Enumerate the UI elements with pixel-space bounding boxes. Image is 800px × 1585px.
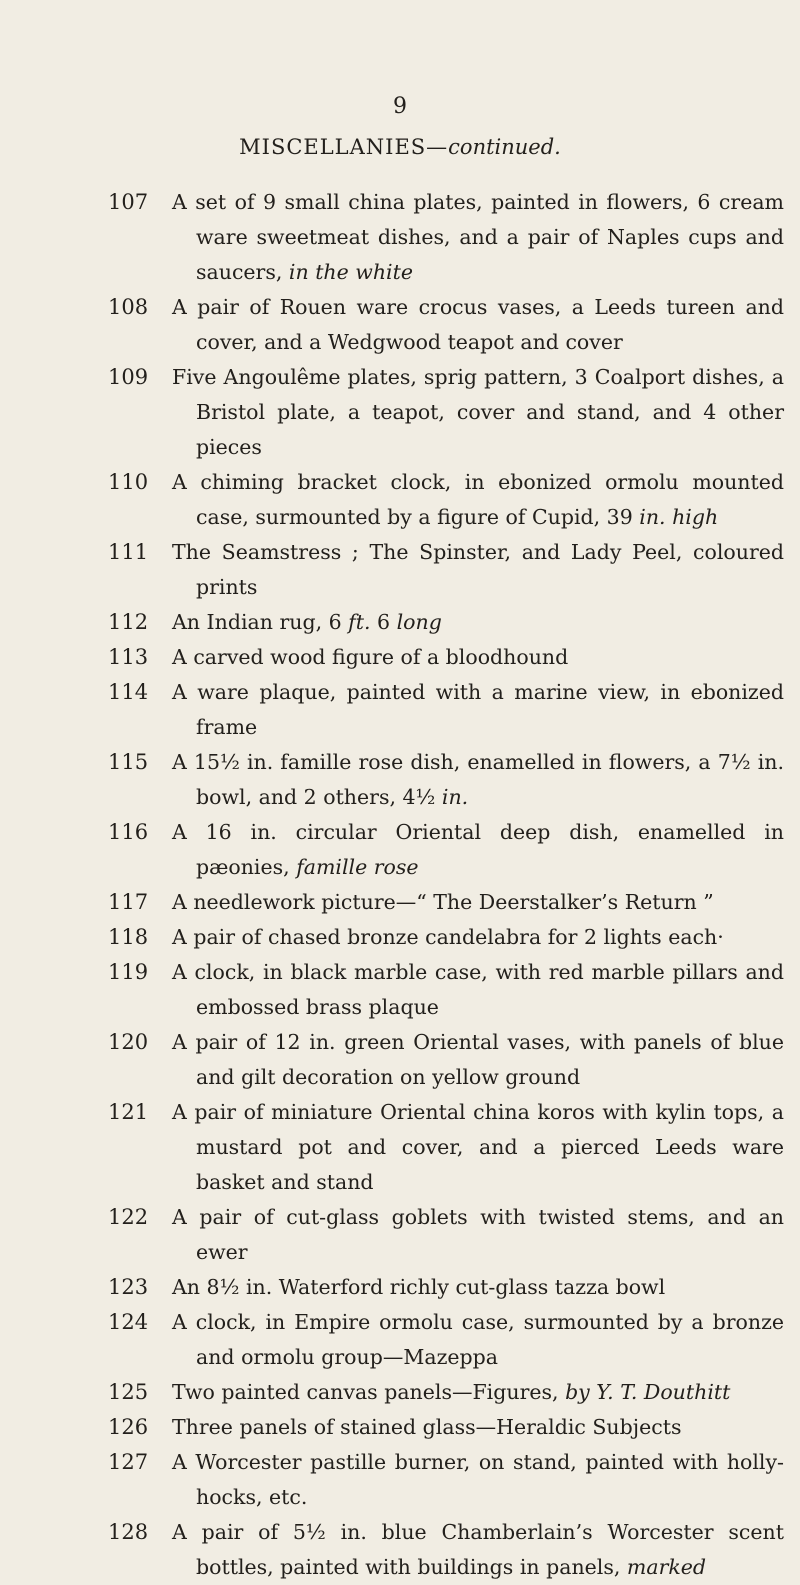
lot-item — [0, 1445, 800, 1515]
lot-item — [0, 1270, 800, 1305]
lot-description: Three panels of stained glass—Heraldic Subjects — [172, 1415, 682, 1439]
lot-item — [0, 885, 800, 920]
lot-number: 127 — [108, 1450, 149, 1474]
lot-item — [0, 360, 800, 465]
lot-description: An 8½ in. Waterford richly cut-glass tazza bowl — [172, 1275, 666, 1299]
lot-number: 121 — [108, 1100, 149, 1124]
lot-description: An Indian rug, 6 ft. 6 long — [172, 610, 442, 634]
heading-continued: continued. — [448, 135, 561, 159]
lot-item — [0, 815, 800, 885]
lot-number: 111 — [108, 540, 149, 564]
lot-number: 125 — [108, 1380, 149, 1404]
lot-item — [0, 1305, 800, 1375]
lot-number: 115 — [108, 750, 149, 774]
lot-number: 112 — [108, 610, 149, 634]
lot-number: 107 — [108, 190, 149, 214]
lot-description: A chiming bracket clock, in ebonized ormolu mounted case, surmounted by a figure of Cupid, 39 in. high — [172, 470, 784, 529]
lot-number: 119 — [108, 960, 149, 984]
lot-description: The Seamstress ; The Spinster, and Lady Peel, coloured prints — [172, 540, 784, 599]
lot-item — [0, 955, 800, 1025]
lot-item — [0, 1515, 800, 1585]
lot-description: A pair of chased bronze candelabra for 2 lights each· — [172, 925, 724, 949]
lot-number: 110 — [108, 470, 149, 494]
lot-description: A 16 in. circular Oriental deep dish, enamelled in pæonies, famille rose — [172, 820, 784, 879]
lot-item — [0, 465, 800, 535]
lot-number: 113 — [108, 645, 149, 669]
lot-list — [0, 185, 800, 1585]
lot-description: A 15½ in. famille rose dish, enamelled in flowers, a 7½ in. bowl, and 2 others, 4½ in. — [172, 750, 784, 809]
lot-item — [0, 920, 800, 955]
lot-item — [0, 185, 800, 290]
lot-description: A carved wood figure of a bloodhound — [172, 645, 569, 669]
lot-description: A pair of miniature Oriental china koros with kylin tops, a mustard pot and cover, and a pierced Leeds ware basket and stand — [172, 1100, 784, 1194]
lot-item — [0, 290, 800, 360]
lot-item — [0, 1025, 800, 1095]
lot-description: A pair of cut-glass goblets with twisted stems, and an ewer — [172, 1205, 784, 1264]
lot-description: A clock, in black marble case, with red marble pillars and embossed brass plaque — [172, 960, 784, 1019]
heading-main: MISCELLANIES— — [239, 135, 449, 159]
lot-item — [0, 675, 800, 745]
section-heading — [0, 135, 800, 159]
lot-description: A Worcester pastille burner, on stand, painted with holly-hocks, etc. — [172, 1450, 784, 1509]
lot-number: 109 — [108, 365, 149, 389]
lot-description: A clock, in Empire ormolu case, surmounted by a bronze and ormolu group—Mazeppa — [172, 1310, 784, 1369]
lot-item — [0, 745, 800, 815]
lot-item — [0, 1410, 800, 1445]
lot-number: 116 — [108, 820, 149, 844]
lot-description: A needlework picture—“ The Deerstalker’s Return ” — [172, 890, 714, 914]
lot-number: 114 — [108, 680, 149, 704]
lot-description: A set of 9 small china plates, painted in flowers, 6 cream ware sweetmeat dishes, and a pair of Naples cups and saucers, in the white — [172, 190, 784, 284]
page-number: 9 — [393, 94, 407, 119]
lot-number: 123 — [108, 1275, 149, 1299]
lot-number: 126 — [108, 1415, 149, 1439]
lot-description: A pair of 12 in. green Oriental vases, with panels of blue and gilt decoration on yellow ground — [172, 1030, 784, 1089]
lot-description: A ware plaque, painted with a marine view, in ebonized frame — [172, 680, 784, 739]
lot-item — [0, 1375, 800, 1410]
lot-description: A pair of 5½ in. blue Chamberlain’s Worcester scent bottles, painted with buildings in panels, marked — [172, 1520, 784, 1579]
lot-item — [0, 1095, 800, 1200]
lot-description: Two painted canvas panels—Figures, by Y. T. Douthitt — [172, 1380, 731, 1404]
lot-number: 118 — [108, 925, 149, 949]
lot-number: 120 — [108, 1030, 149, 1054]
lot-description: Five Angoulême plates, sprig pattern, 3 Coalport dishes, a Bristol plate, a teapot, cover and stand, and 4 other pieces — [172, 365, 784, 459]
lot-number: 108 — [108, 295, 149, 319]
lot-number: 124 — [108, 1310, 149, 1334]
lot-description: A pair of Rouen ware crocus vases, a Leeds tureen and cover, and a Wedgwood teapot and cover — [172, 295, 784, 354]
lot-number: 128 — [108, 1520, 149, 1544]
lot-item — [0, 535, 800, 605]
lot-item — [0, 1200, 800, 1270]
lot-number: 122 — [108, 1205, 149, 1229]
lot-number: 117 — [108, 890, 149, 914]
lot-item — [0, 640, 800, 675]
lot-item — [0, 605, 800, 640]
